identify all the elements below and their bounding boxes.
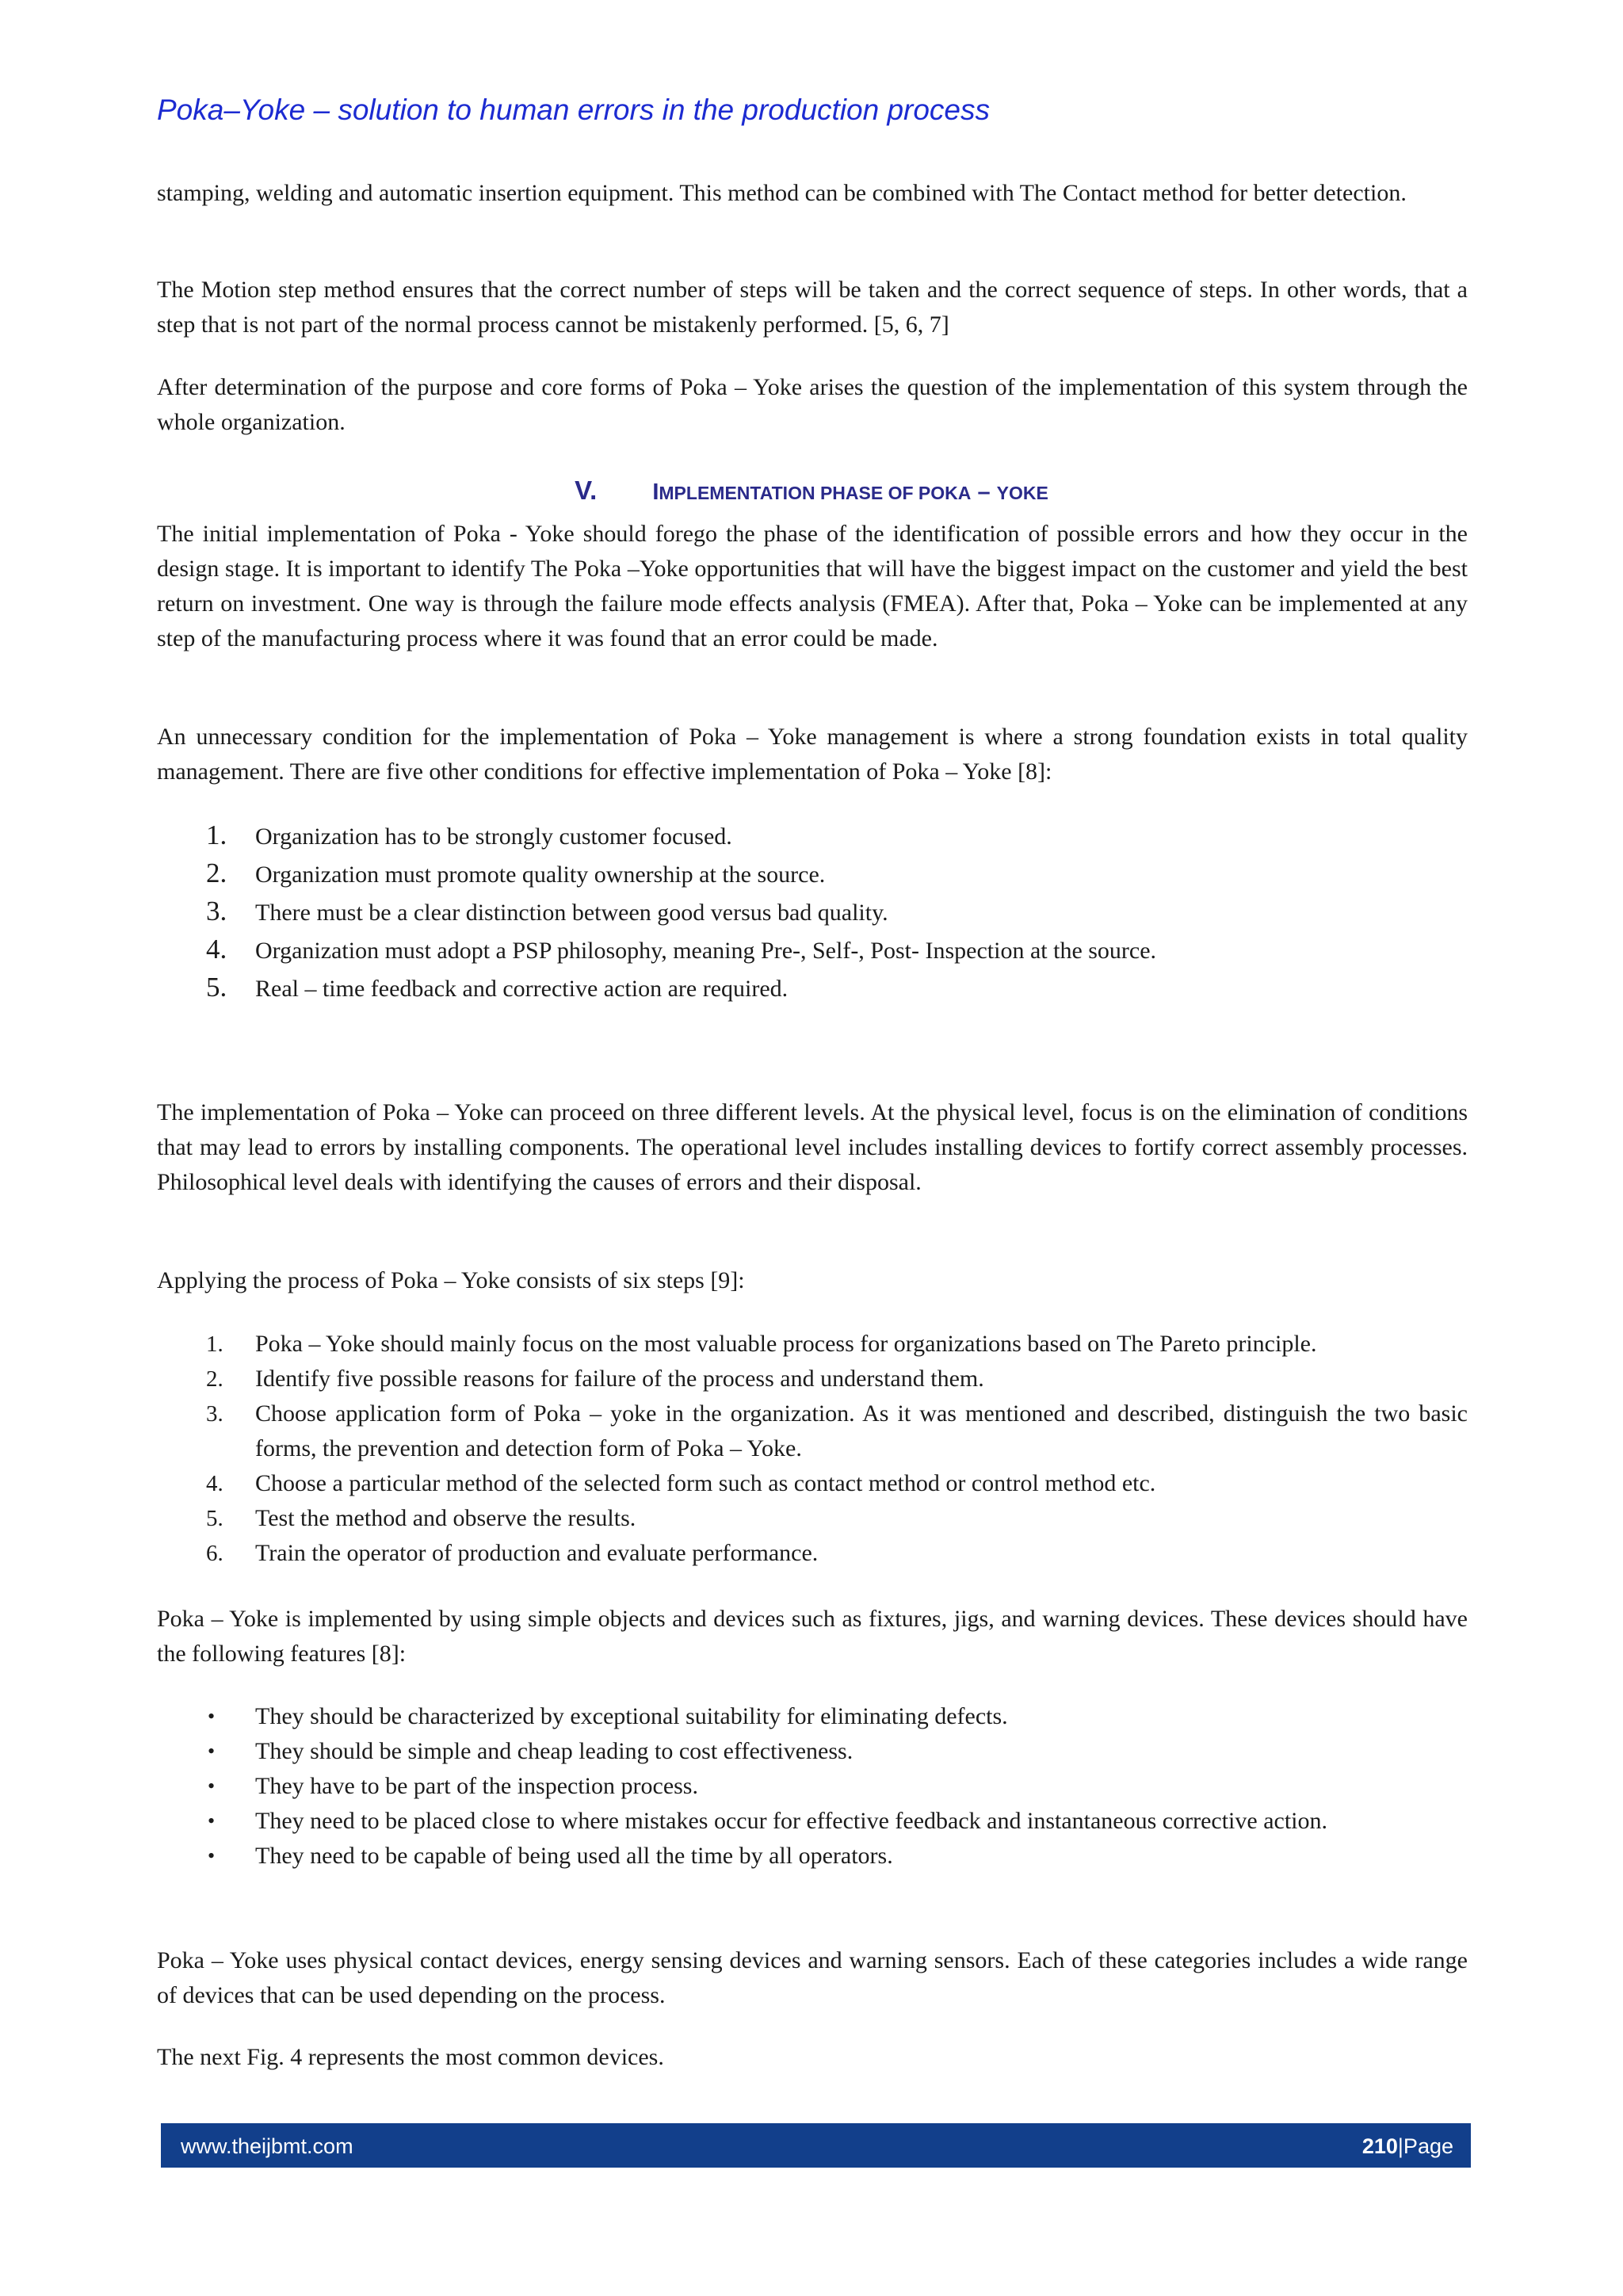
- footer-page-number: 210|Page: [1361, 2134, 1453, 2158]
- list-item: 1. Poka – Yoke should mainly focus on the most valuable process for organizations based on The Pareto principle.: [206, 1331, 1317, 1357]
- paragraph-levels: The implementation of Poka – Yoke can proceed on three different levels. At the physical level, focus is on the elimination of conditions that may lead to errors by installing components. The operational level includes installing devices to fortify correct assembly processes. Philosophical level deals with identifying the causes of errors and their disposal.: [157, 1099, 1468, 1195]
- paragraph-devices-features-intro: Poka – Yoke is implemented by using simple objects and devices such as fixtures, jigs, and warning devices. These devices should have the following features [8]:: [157, 1606, 1468, 1667]
- list-item: 2. Organization must promote quality ownership at the source.: [206, 858, 826, 888]
- paragraph-determination: After determination of the purpose and core forms of Poka – Yoke arises the question of the implementation of this system through the whole organization.: [157, 374, 1468, 435]
- paragraph-initial-implementation: The initial implementation of Poka - Yoke should forego the phase of the identification of possible errors and how they occur in the design stage. It is important to identify The Poka –Yoke opportunities that will have the biggest impact on the customer and yield the best return on investment. One way is through the failure mode effects analysis (FMEA). After that, Poka – Yoke can be implemented at any step of the manufacturing process where it was found that an error could be made.: [157, 521, 1468, 651]
- list-item: • They need to be placed close to where mistakes occur for effective feedback and instantaneous corrective action.: [157, 1804, 1468, 1839]
- list-item: 4. Choose a particular method of the selected form such as contact method or control method etc.: [206, 1470, 1156, 1496]
- list-item: 3. Choose application form of Poka – yoke in the organization. As it was mentioned and described, distinguish the two basic forms, the prevention and detection form of Poka – Yoke.: [206, 1400, 1468, 1461]
- footer-website: www.theijbmt.com: [181, 2134, 353, 2158]
- list-item: • They need to be capable of being used all the time by all operators.: [157, 1839, 1468, 1874]
- list-item: • They should be simple and cheap leading to cost effectiveness.: [157, 1734, 1468, 1769]
- list-item: 4. Organization must adopt a PSP philosophy, meaning Pre-, Self-, Post- Inspection at the source.: [206, 934, 1157, 965]
- footer-bar: [161, 2123, 1471, 2168]
- running-title: Poka–Yoke – solution to human errors in the production process: [157, 94, 991, 126]
- list-item: • They have to be part of the inspection process.: [157, 1769, 1468, 1804]
- bullet-icon: •: [208, 1740, 216, 1763]
- paragraph-device-types: Poka – Yoke uses physical contact devices, energy sensing devices and warning sensors. Each of these categories includes a wide range of devices that can be used depending on the process.: [157, 1947, 1468, 2008]
- section-title: IMPLEMENTATION PHASE OF POKA – YOKE: [652, 479, 1048, 505]
- bullet-icon: •: [208, 1775, 216, 1797]
- list-item: 5. Test the method and observe the results.: [206, 1505, 636, 1531]
- list-item: • They should be characterized by exceptional suitability for eliminating defects.: [157, 1699, 1468, 1734]
- steps-list: [157, 1327, 1468, 1571]
- bullet-icon: •: [208, 1705, 216, 1728]
- features-list: [157, 1699, 1468, 1874]
- bullet-icon: •: [208, 1809, 216, 1832]
- list-item: 1. Organization has to be strongly customer focused.: [206, 819, 732, 850]
- conditions-list: [157, 818, 1468, 1008]
- section-number: V.: [575, 476, 598, 505]
- paragraph-six-steps-intro: Applying the process of Poka – Yoke consists of six steps [9]:: [157, 1267, 745, 1293]
- list-item: 5. Real – time feedback and corrective action are required.: [206, 972, 789, 1003]
- paragraph-conditions-intro: An unnecessary condition for the implementation of Poka – Yoke management is where a strong foundation exists in total quality management. There are five other conditions for effective implementation of Poka – Yoke [8]:: [157, 724, 1468, 785]
- list-item: 2. Identify five possible reasons for failure of the process and understand them.: [206, 1366, 984, 1392]
- paragraph-motion-step: The Motion step method ensures that the correct number of steps will be taken and the correct sequence of steps. In other words, that a step that is not part of the normal process cannot be mistakenly performed. [5, 6, 7]: [157, 277, 1468, 338]
- section-heading: [0, 476, 1623, 506]
- bullet-icon: •: [208, 1844, 216, 1867]
- paragraph-stamping: stamping, welding and automatic insertion equipment. This method can be combined with The Contact method for better detection.: [157, 180, 1407, 206]
- paragraph-figure-reference: The next Fig. 4 represents the most common devices.: [157, 2044, 664, 2070]
- list-item: 3. There must be a clear distinction between good versus bad quality.: [206, 896, 888, 926]
- list-item: 6. Train the operator of production and evaluate performance.: [206, 1540, 819, 1566]
